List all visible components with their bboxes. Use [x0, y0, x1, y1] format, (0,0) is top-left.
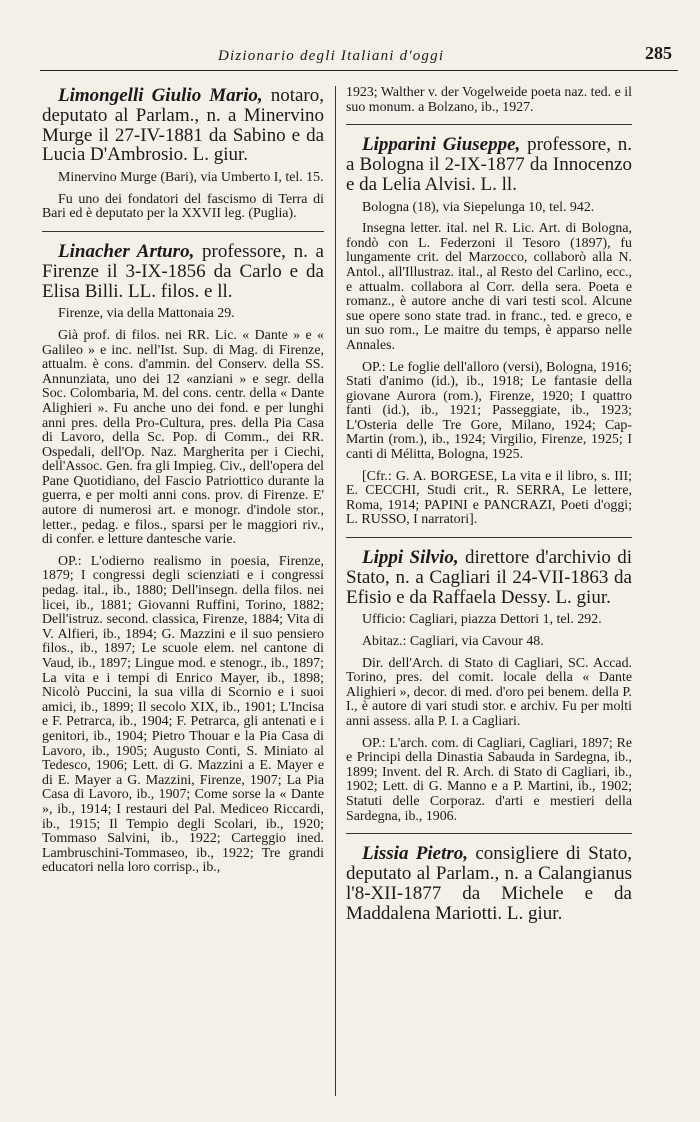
- entry-heading: [346, 135, 632, 194]
- entry-office: Ufficio: Cagliari, piazza Dettori 1, tel. 292.: [362, 612, 602, 628]
- entry-biography: Fu uno dei fondatori del fascismo di Terra di Bari ed è deputato per la XXVII leg. (Puglia).: [42, 191, 324, 222]
- entry-heading: [42, 242, 324, 301]
- entry-name: Lippi Silvio,: [362, 547, 459, 569]
- entry-name: Limongelli Giulio Mario,: [58, 85, 263, 106]
- page-number: 285: [645, 43, 672, 63]
- column-divider: [335, 86, 336, 1096]
- entry-biography: Dir. dell'Arch. di Stato di Cagliari, SC. Accad. Torino, pres. del comit. locale della « Dante Alighieri », decor. di med. d'oro pei benem. della P. I., è autore di vari studi stor. e archiv. Fu per molti anni assess. alla P. I. a Cagliari.: [346, 655, 632, 729]
- entry-heading: [346, 548, 632, 607]
- entry-address: Minervino Murge (Bari), via Umberto I, tel. 15.: [58, 170, 324, 186]
- entry-heading: [42, 86, 324, 165]
- entry-references: [Cfr.: G. A. BORGESE, La vita e il libro, s. III; E. CECCHI, Studi crit., R. SERRA, Le lettere, Roma, 1914; PAPINI e PANCRAZI, Poeti d'oggi; L. RUSSO, I narratori].: [346, 468, 632, 528]
- entry-continuation: 1923; Walther v. der Vogelweide poeta naz. ted. e il suo monum. a Bolzano, ib., 1927.: [346, 85, 632, 115]
- entry-heading-text: notaro, deputato al Parlam., n. a Minervino Murge il 27-IV-1881 da Sabino e da Lucia D'Ambrosio. L. giur.: [42, 85, 324, 166]
- running-header: [40, 40, 678, 71]
- entry-lissia: [346, 844, 632, 923]
- entry-biography: Insegna letter. ital. nel R. Lic. Art. di Bologna, fondò con L. Federzoni il Tesoro (1897), fu lungamente crit. del Marzocco, collaborò alla N. Antol., all'Illustraz. ital., al Resto del Carlino, ecc., e attualm. collabora al Corr. della sera. Poeta e romanz., è autore anche di vari testi scol. Alcune sue opere sono state trad. in franc., ted. e greco, e un suo rom., Le maitre du temps, è apparso nelle Annales.: [346, 221, 632, 353]
- entry-name: Lipparini Giuseppe,: [362, 134, 521, 156]
- entry-heading-text: professore, n. a Bologna il 2-IX-1877 da Innocenzo e da Lelia Alvisi. L. ll.: [346, 134, 633, 195]
- entry-name: Lissia Pietro,: [362, 843, 469, 865]
- entry-address: Bologna (18), via Siepelunga 10, tel. 942.: [362, 199, 595, 215]
- entry-limongelli: [42, 86, 324, 222]
- entry-separator: [42, 231, 324, 232]
- entry-lipparini: [346, 135, 632, 528]
- entry-biography: Già prof. di filos. nei RR. Lic. « Dante » e « Galileo » e inc. nell'Ist. Sup. di Mag. di Firenze, attualm. è cons. d'ammin. del Conserv. della SS. Annunziata, uno dei 12 «anziani » e segr. della Soc. Colombaria, M. del cons. centr. della « Dante Alighieri ». Fu anche uno dei fond. e per lunghi anni pres. della Pro-Cultura, pres. della Pia Casa di Lavoro, della Sc. Pop. di Comm., dei RR. Ospedali, dell'Op. Naz. Margherita per i Ciechi, dell'Assoc. Gen. fra gli Impieg. Civ., dell'opera del Pane Quotidiano, del Fascio Patriottico durante la guerra, e per molti anni cons. prov. di Firenze. E' autore di numerosi art. e monogr. d'indole stor., letter., pedag. e filos., sparsi per le maggiori riv., di confer. e letture dantesche varie.: [42, 327, 324, 548]
- running-title: Dizionario degli Italiani d'oggi: [218, 48, 445, 64]
- entry-heading-text: consigliere di Stato, deputato al Parlam., n. a Calangianus l'8-XII-1877 da Michele e da Maddalena Mariotti. L. giur.: [346, 843, 632, 924]
- entry-heading: [346, 844, 632, 923]
- entry-address: Firenze, via della Mattonaia 29.: [58, 306, 235, 322]
- entry-lippi: [346, 548, 632, 824]
- entry-separator: [346, 537, 632, 538]
- entry-heading-text: professore, n. a Firenze il 3-IX-1856 da Carlo e da Elisa Billi. LL. filos. e ll.: [42, 240, 324, 302]
- left-column: [42, 86, 324, 883]
- entry-separator: [346, 124, 632, 125]
- entry-name: Linacher Arturo,: [58, 240, 195, 262]
- entry-linacher: [42, 242, 324, 876]
- entry-home: Abitaz.: Cagliari, via Cavour 48.: [362, 634, 544, 650]
- entry-heading-text: direttore d'archivio di Stato, n. a Cagliari il 24-VII-1863 da Efisio e da Raffaela Dessy. L. giur.: [346, 547, 632, 608]
- entry-works: OP.: Le foglie dell'alloro (versi), Bologna, 1916; Stati d'animo (id.), ib., 1918; Le fantasie della giovane Aurora (rom.), Firenze, 1920; I quattro fanti (id.), ib., 1921; Passeggiate, ib., 1923; L'Osteria delle Tre Gore, Milano, 1924; Cap-Martin (rom.), ib., 1924; Virgilio, Firenze, 1925; I canti di Mélitta, Bologna, 1925.: [346, 359, 632, 463]
- entry-separator: [346, 833, 632, 834]
- entry-works: OP.: L'arch. com. di Cagliari, Cagliari, 1897; Re e Principi della Dinastia Sabauda in Sardegna, ib., 1899; Invent. del R. Arch. di Stato di Cagliari, ib., 1902; Lett. di G. Manno e a P. Martini, ib., 1902; Statuti delle Corporaz. d'arti e mestieri della Sardegna, ib., 1906.: [346, 735, 632, 824]
- entry-works: OP.: L'odierno realismo in poesia, Firenze, 1879; I congressi degli scienziati e i congressi pedag. ital., ib., 1880; Dell'insegn. della filos. nei licei, ib., 1881; Giovanni Ruffini, Torino, 1882; Dell'istruz. second. classica, Firenze, 1884; Vita di V. Alfieri, ib., 1894; G. Mazzini e il suo pensiero filos., ib., 1897; Le scuole elem. nel cantone di Vaud, ib., 1897; Lingue mod. e stenogr., ib., 1897; La vita e i tempi di Enrico Mayer, ib., 1898; Nicolò Puccini, la sua villa di Scornio e i suoi amici, ib., 1899; Il secolo XIX, ib., 1901; L'Incisa e F. Petrarca, ib., 1904; F. Petrarca, gli antenati e i genitori, ib., 1904; Pietro Thouar e la Pia Casa di Lavoro, ib., 1905; Augusto Conti, S. Miniato al Tedesco, 1906; Lett. di G. Mazzini a E. Mayer e di E. Mayer a G. Mazzini, Firenze, 1907; La Pia Casa di Lavoro, ib., 1907; Come sorse la « Dante », ib., 1914; I restauri del Pal. Mediceo Riccardi, ib., 1915; Il Tempio degli Scolari, ib., 1920; Tommaso Salvini, ib., 1922; Carteggio ined. Lambruschini-Tommaseo, ib., 1922; Tre grandi educatori nella loro corrisp., ib.,: [42, 553, 324, 876]
- right-column: [346, 86, 632, 929]
